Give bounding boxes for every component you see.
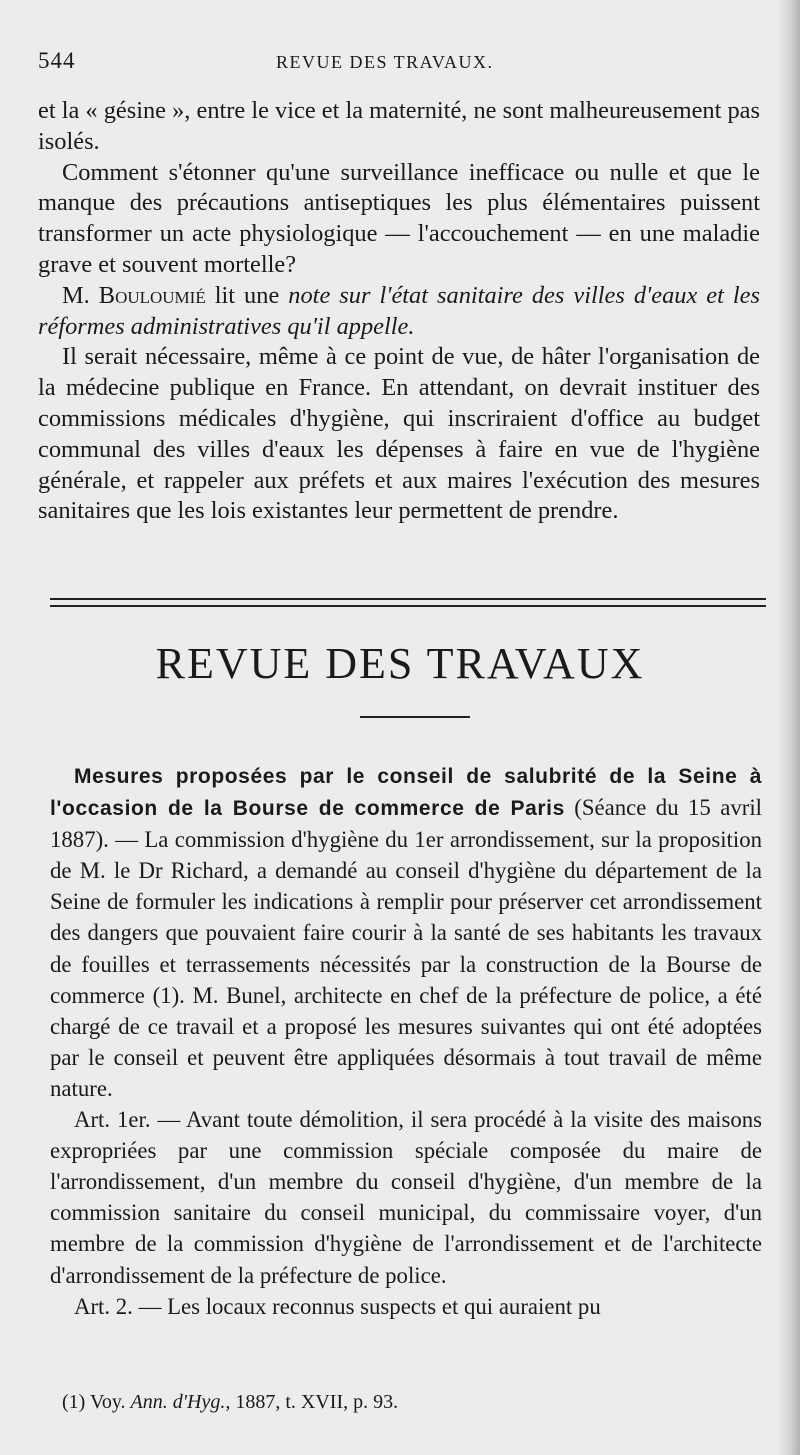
body-text	[38, 96, 760, 527]
paragraph: Comment s'étonner qu'une surveillance inefficace ou nulle et que le manque des précautions antiseptiques les plus élémentaires puissent transformer un acte physiologique — l'accouchement — en une maladie grave et souvent mortelle?	[38, 158, 760, 278]
page-number: 544	[38, 48, 76, 73]
paragraph	[50, 760, 762, 1104]
author-name: Bouloumié	[98, 281, 206, 309]
paragraph: Art. 2. — Les locaux reconnus suspects et qui auraient pu	[74, 1293, 601, 1319]
journal-title: Ann. d'Hyg.	[130, 1391, 226, 1413]
section-title: REVUE DES TRAVAUX	[155, 639, 645, 688]
paragraph	[38, 281, 760, 343]
paragraph: Art. 1er. — Avant toute démolition, il sera procédé à la visite des maisons expropriées par une commission spéciale composée du maire de l'arrondissement, d'un membre du conseil d'hygiène, d'un membre de la commission sanitaire du conseil municipal, du commissaire voyer, d'un membre de la commission d'hygiène de l'arrondissement et de l'architecte d'arrondissement de la préfecture de police.	[50, 1107, 762, 1288]
page-header	[38, 48, 768, 84]
running-head: REVUE DES TRAVAUX.	[276, 52, 494, 72]
title-rule	[360, 716, 470, 718]
text-run: M.	[62, 281, 99, 309]
footnote	[62, 1389, 762, 1415]
article	[50, 760, 762, 1322]
text-run: (Séance du 15 avril 1887). — La commission d'hygiène du 1er arrondissement, sur la proposition de M. le Dr Richard, a demandé au conseil d'hygiène du département de la Seine de formuler les indications à remplir pour préserver cet arrondissement des dangers que pouvaient faire courir à la santé de ses habitants les travaux de fouilles et terrassements nécessités par la construction de la Bourse de commerce (1). M. Bunel, architecte en chef de la préfecture de police, a été chargé de ce travail et a proposé les mesures suivantes qui ont été adoptées par le conseil et peuvent être appliquées désormais à tout travail de même nature.	[50, 795, 762, 1101]
double-rule	[50, 598, 766, 607]
text-run: lit une	[205, 281, 289, 309]
article-heading: Mesures proposées par le conseil de salubrité de la Seine à l'occasion de la Bourse de commerce de Paris	[50, 765, 762, 821]
paragraph: et la « gésine », entre le vice et la maternité, ne sont malheureusement pas isolés.	[38, 97, 760, 155]
paragraph: Il serait nécessaire, même à ce point de vue, de hâter l'organisation de la médecine publique en France. En attendant, on devrait instituer des commissions médicales d'hygiène, qui inscriraient d'office au budget communal des villes d'eaux les dépenses à faire en vue de l'hygiène générale, et rappeler aux préfets et aux maires l'exécution des mesures sanitaires que les lois existantes leur permettent de prendre.	[38, 343, 760, 525]
text-run: , 1887, t. XVII, p. 93.	[225, 1391, 399, 1413]
text-run: (1) Voy.	[62, 1391, 131, 1413]
note-title: note sur l'état sanitaire des villes d'eaux et les réformes administratives qu'il appelle.	[38, 281, 760, 340]
